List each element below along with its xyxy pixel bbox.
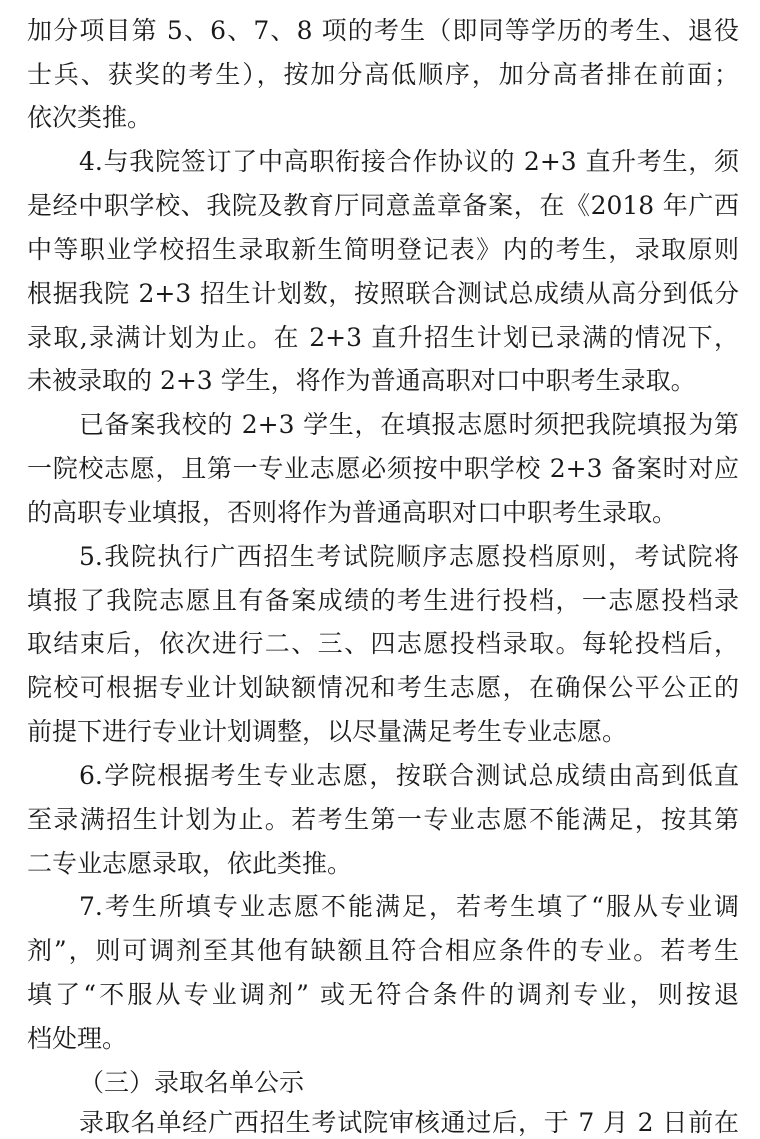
text-line: 剂”，则可调剂至其他有缺额且符合相应条件的专业。若考生 <box>27 936 739 965</box>
text-line: 根据我院 2+3 招生计划数，按照联合测试总成绩从高分到低分 <box>27 279 739 308</box>
text-line: 取结束后，依次进行二、三、四志愿投档录取。每轮投档后， <box>27 629 739 658</box>
text-line: 院校可根据专业计划缺额情况和考生志愿，在确保公平公正的 <box>27 673 739 702</box>
paragraph-7-first-line: 7.考生所填专业志愿不能满足，若考生填了“服从专业调 <box>79 892 739 921</box>
paragraph-6-first-line: 6.学院根据考生专业志愿，按联合测试总成绩由高到低直 <box>79 761 739 790</box>
text-line: 至录满招生计划为止。若考生第一专业志愿不能满足，按其第 <box>27 805 739 834</box>
text-line: 填报了我院志愿且有备案成绩的考生进行投档，一志愿投档录 <box>27 586 739 615</box>
paragraph-first-line: 录取名单经广西招生考试院审核通过后，于 7 月 2 日前在 <box>79 1108 739 1137</box>
text-line: 中等职业学校招生录取新生简明登记表》内的考生，录取原则 <box>27 235 739 264</box>
text-line: 二专业志愿录取，依此类推。 <box>27 849 353 878</box>
text-line: 未被录取的 2+3 学生，将作为普通高职对口中职考生录取。 <box>27 366 696 395</box>
text-line: 前提下进行专业计划调整，以尽量满足考生专业志愿。 <box>27 717 628 746</box>
text-line: 依次类推。 <box>27 103 153 132</box>
text-line: 的高职专业填报，否则将作为普通高职对口中职考生录取。 <box>27 498 678 527</box>
paragraph-5-first-line: 5.我院执行广西招生考试院顺序志愿投档原则，考试院将 <box>79 542 739 571</box>
text-line: 档处理。 <box>27 1024 128 1053</box>
paragraph-4-first-line: 4.与我院签订了中高职衔接合作协议的 2+3 直升考生，须 <box>79 147 739 176</box>
text-line: 士兵、获奖的考生），按加分高低顺序，加分高者排在前面； <box>27 60 739 89</box>
text-line: 录取,录满计划为止。在 2+3 直升招生计划已录满的情况下， <box>27 323 739 352</box>
text-line: 填了“不服从专业调剂” 或无符合条件的调剂专业，则按退 <box>27 980 739 1009</box>
text-line: 是经中职学校、我院及教育厅同意盖章备案，在《2018 年广西 <box>27 191 739 220</box>
section-heading: （三）录取名单公示 <box>79 1068 305 1097</box>
paragraph-first-line: 已备案我校的 2+3 学生，在填报志愿时须把我院填报为第 <box>79 410 739 439</box>
text-line: 加分项目第 5、6、7、8 项的考生（即同等学历的考生、退役 <box>27 16 739 45</box>
text-line: 一院校志愿，且第一专业志愿必须按中职学校 2+3 备案时对应 <box>27 454 739 483</box>
